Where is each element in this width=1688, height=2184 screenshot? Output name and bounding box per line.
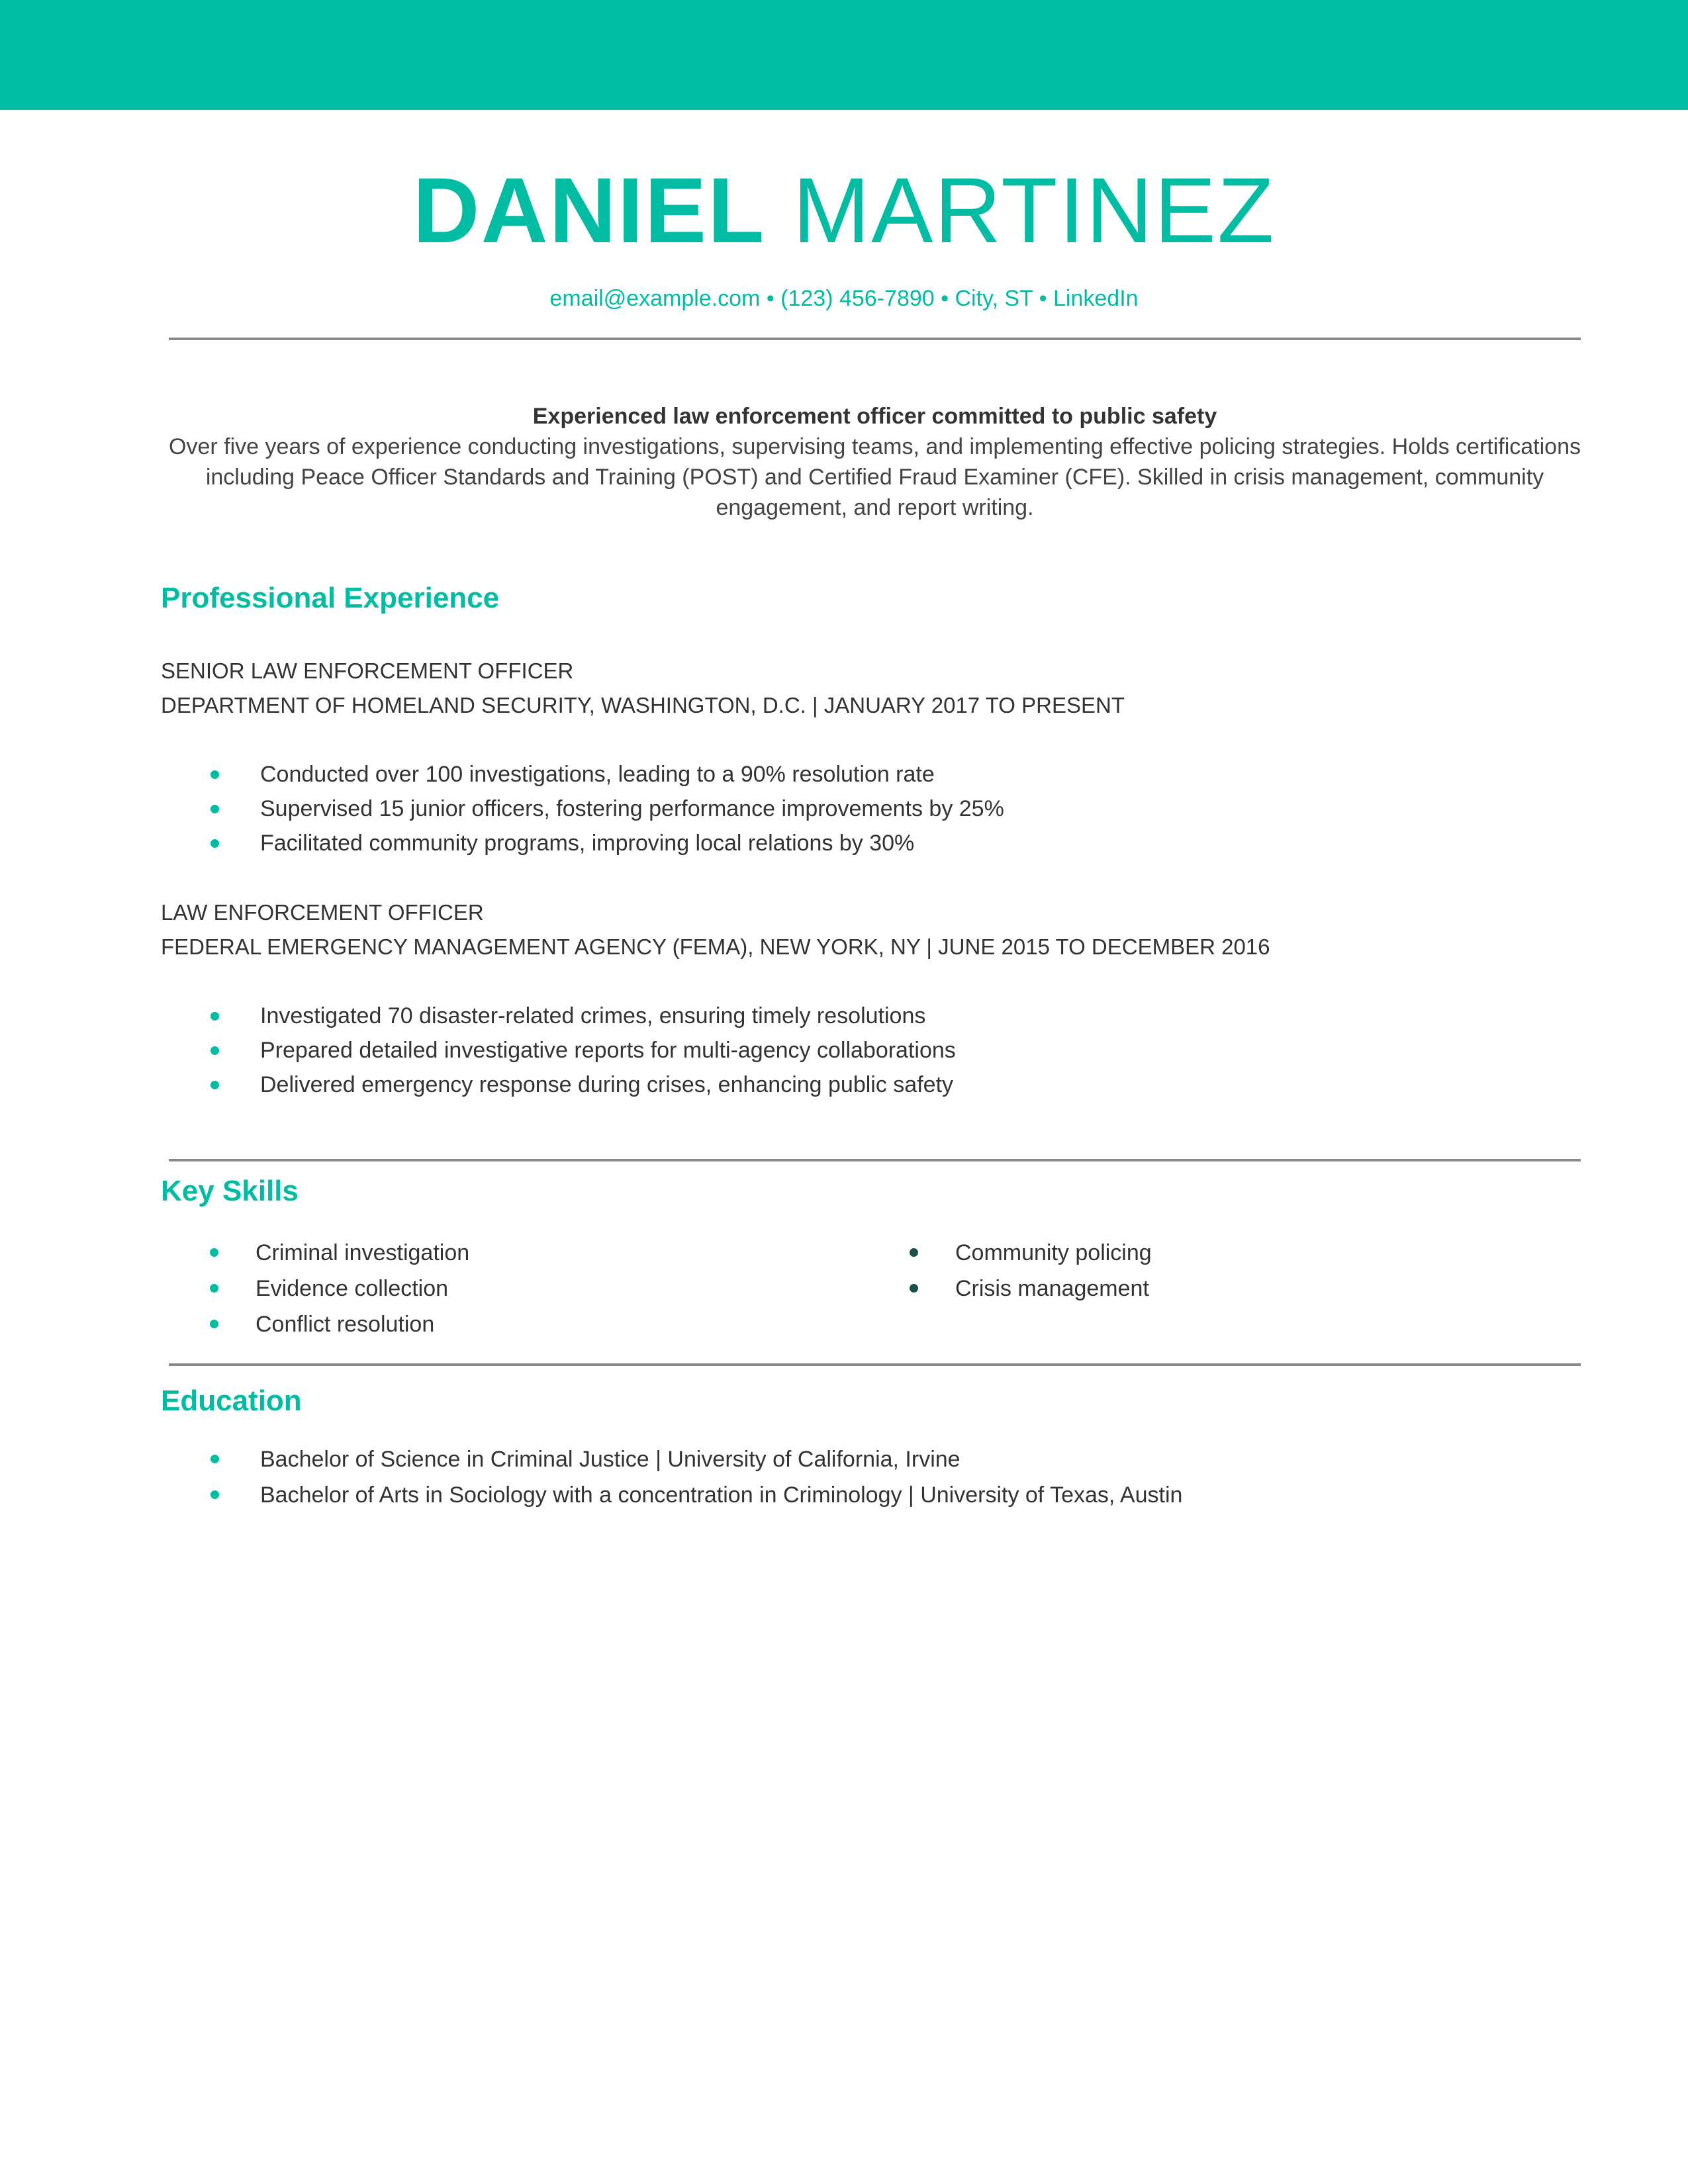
header-divider bbox=[169, 338, 1581, 340]
list-item: Conflict resolution bbox=[161, 1306, 469, 1342]
bullet-icon bbox=[910, 1248, 918, 1257]
bullet-icon bbox=[211, 1455, 219, 1463]
contact-line: email@example.com • (123) 456-7890 • City, ST • LinkedIn bbox=[549, 286, 1139, 311]
list-item: Bachelor of Arts in Sociology with a concentration in Criminology | University of Texas, Austin bbox=[161, 1477, 1182, 1513]
header-color-bar bbox=[0, 0, 1688, 110]
bullet-icon bbox=[910, 1284, 918, 1293]
bullet-icon bbox=[211, 1046, 219, 1055]
section-divider bbox=[169, 1363, 1581, 1366]
candidate-name bbox=[0, 158, 1688, 263]
list-item: Evidence collection bbox=[161, 1271, 469, 1306]
bullet-icon bbox=[211, 1012, 219, 1021]
list-item: Supervised 15 junior officers, fostering performance improvements by 25% bbox=[161, 792, 1004, 826]
skills-list-left bbox=[161, 1235, 469, 1342]
job-entry bbox=[161, 654, 1551, 723]
skills-heading: Key Skills bbox=[161, 1175, 299, 1207]
last-name: MARTINEZ bbox=[792, 158, 1276, 262]
experience-heading: Professional Experience bbox=[161, 582, 500, 614]
list-item: Facilitated community programs, improving local relations by 30% bbox=[161, 826, 1004, 860]
bullet-icon bbox=[211, 770, 219, 779]
education-heading: Education bbox=[161, 1385, 302, 1417]
summary-block bbox=[169, 401, 1581, 523]
bullet-icon bbox=[210, 1320, 218, 1328]
list-item: Bachelor of Science in Criminal Justice | University of California, Irvine bbox=[161, 1441, 1182, 1477]
bullet-icon bbox=[211, 805, 219, 813]
bullet-icon bbox=[210, 1284, 218, 1293]
job-organization: FEDERAL EMERGENCY MANAGEMENT AGENCY (FEMA), NEW YORK, NY | JUNE 2015 TO DECEMBER 2016 bbox=[161, 934, 1270, 959]
job-title: LAW ENFORCEMENT OFFICER bbox=[161, 900, 484, 925]
skills-list-right bbox=[861, 1235, 1152, 1306]
job-organization: DEPARTMENT OF HOMELAND SECURITY, WASHINGTON, D.C. | JANUARY 2017 TO PRESENT bbox=[161, 693, 1125, 717]
education-list bbox=[161, 1441, 1182, 1513]
list-item: Conducted over 100 investigations, leading to a 90% resolution rate bbox=[161, 757, 1004, 792]
job-bullets bbox=[161, 999, 956, 1102]
list-item: Crisis management bbox=[861, 1271, 1152, 1306]
bullet-icon bbox=[211, 1081, 219, 1089]
list-item: Criminal investigation bbox=[161, 1235, 469, 1271]
summary-text: Over five years of experience conducting investigations, supervising teams, and implementing effective policing strategies. Holds certifications including Peace Officer Standards and Training (POST) and Certified Fraud Examiner (CFE). Skilled in crisis management, community engagement, and report writing. bbox=[169, 434, 1581, 520]
job-bullets bbox=[161, 757, 1004, 860]
bullet-icon bbox=[211, 839, 219, 848]
bullet-icon bbox=[211, 1490, 219, 1499]
list-item: Community policing bbox=[861, 1235, 1152, 1271]
bullet-icon bbox=[210, 1248, 218, 1257]
section-divider bbox=[169, 1159, 1581, 1161]
job-entry bbox=[161, 895, 1551, 964]
job-title: SENIOR LAW ENFORCEMENT OFFICER bbox=[161, 659, 574, 683]
list-item: Delivered emergency response during crises, enhancing public safety bbox=[161, 1068, 956, 1102]
summary-headline: Experienced law enforcement officer committed to public safety bbox=[532, 404, 1217, 429]
first-name: DANIEL bbox=[412, 158, 766, 262]
list-item: Prepared detailed investigative reports for multi-agency collaborations bbox=[161, 1033, 956, 1068]
list-item: Investigated 70 disaster-related crimes, ensuring timely resolutions bbox=[161, 999, 956, 1033]
